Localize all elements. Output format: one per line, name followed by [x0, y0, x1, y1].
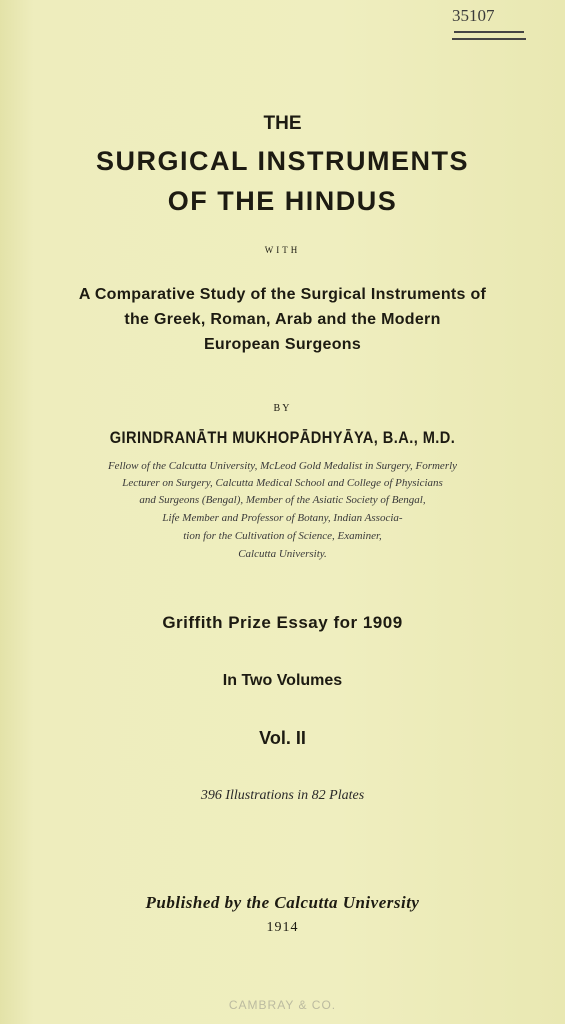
subtitle-line-2: the Greek, Roman, Arab and the Modern	[124, 311, 441, 328]
volumes-note: In Two Volumes	[222, 672, 343, 689]
credentials-line-2: Lecturer on Surgery, Calcutta Medical School and College of Physicians	[122, 477, 443, 489]
with-label: WITH	[264, 245, 301, 255]
subtitle-line-3: European Surgeons	[203, 336, 362, 353]
printer-stamp: CAMBRAY & CO.	[228, 998, 337, 1012]
publication-year: 1914	[266, 920, 299, 935]
credentials-line-5: tion for the Cultivation of Science, Examiner,	[183, 530, 382, 542]
credentials-line-6: Calcutta University.	[238, 548, 327, 560]
catalog-number: 35107	[452, 6, 495, 25]
title-subline: OF THE HINDUS	[167, 186, 398, 216]
author-name: GIRINDRANĀTH MUKHOPĀDHYĀYA, B.A., M.D.	[109, 428, 456, 447]
catalog-underline-second	[452, 38, 526, 40]
illustrations-note: 396 Illustrations in 82 Plates	[200, 788, 365, 803]
by-label: BY	[273, 403, 292, 414]
credentials-line-3: and Surgeons (Bengal), Member of the Asiatic Society of Bengal,	[139, 494, 426, 506]
volume-number: Vol. II	[259, 728, 306, 748]
title-article: THE	[263, 113, 302, 134]
credentials-line-1: Fellow of the Calcutta University, McLeod Gold Medalist in Surgery, Formerly	[107, 460, 458, 472]
prize-essay: Griffith Prize Essay for 1909	[162, 613, 403, 632]
publisher-line: Published by the Calcutta University	[145, 893, 420, 912]
subtitle-line-1: A Comparative Study of the Surgical Instruments of	[78, 286, 487, 303]
catalog-underline	[454, 31, 524, 33]
title-main: SURGICAL INSTRUMENTS	[95, 146, 469, 176]
credentials-line-4: Life Member and Professor of Botany, Indian Associa-	[162, 512, 403, 524]
